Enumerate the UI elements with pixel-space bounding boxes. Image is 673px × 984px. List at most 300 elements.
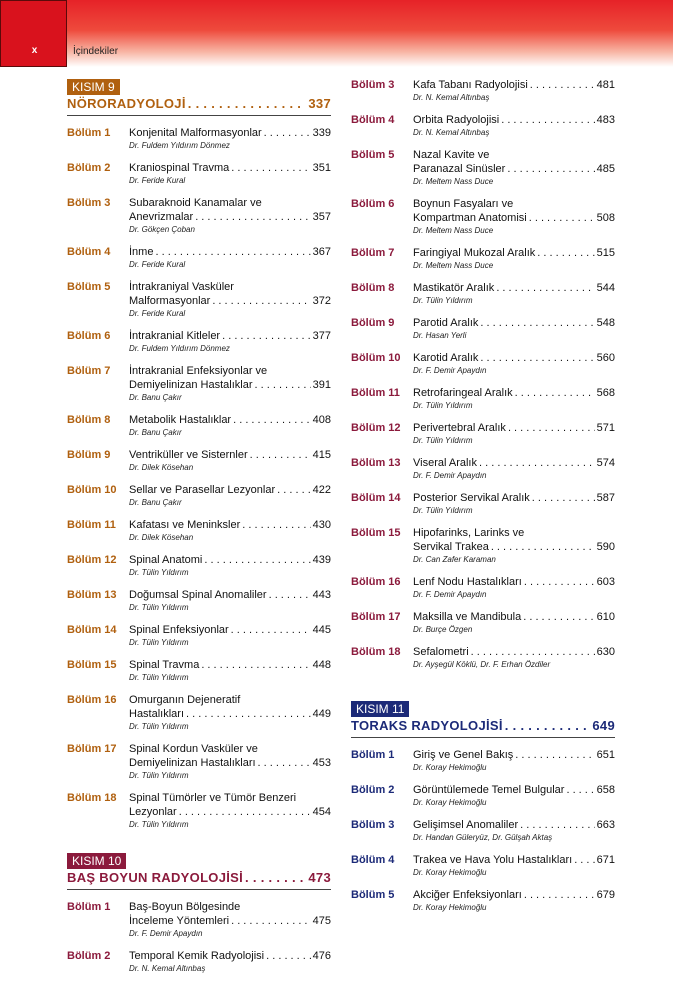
chapter-author: Dr. Tülin Yıldırım [129,568,189,577]
chapter-entry[interactable] [67,413,331,438]
dot-leader [195,210,310,224]
chapter-title [413,888,615,902]
chapter-body [129,553,331,578]
chapter-page-number: 448 [312,659,331,671]
chapter-title-text: Servikal Trakea [413,541,489,553]
chapter-entry[interactable] [67,280,331,319]
chapter-title-line [413,246,615,260]
chapter-page-number: 574 [596,457,615,469]
chapter-author: Dr. Fuldem Yıldırım Dönmez [129,141,230,150]
dot-leader [530,78,595,92]
chapter-body [129,196,331,235]
chapter-author: Dr. Koray Hekimoğlu [413,868,487,877]
chapter-title-line [413,610,615,624]
chapter-title-text: Temporal Kemik Radyolojisi [129,950,265,962]
chapter-entry[interactable] [67,693,331,732]
dot-leader [255,378,311,392]
dot-leader [574,853,594,867]
chapter-body [413,148,615,187]
chapter-title-text: Perivertebral Aralık [413,422,506,434]
dot-leader [233,413,311,427]
dot-leader [277,483,311,497]
chapter-page-number: 367 [312,246,331,258]
chapter-author: Dr. N. Kemal Altınbaş [129,964,206,973]
chapter-body [129,483,331,508]
chapter-body [413,491,615,516]
chapter-page-number: 603 [596,576,615,588]
chapter-page-number: 454 [312,806,331,818]
chapter-entry[interactable] [67,900,331,939]
chapter-author: Dr. F. Demir Apaydın [413,590,487,599]
chapter-page-number: 508 [596,212,615,224]
chapter-number: Bölüm 13 [67,589,117,601]
chapter-number: Bölüm 6 [67,330,111,342]
chapter-title-line [129,210,331,224]
part-title-text: BAŞ BOYUN RADYOLOJİSİ [67,870,244,885]
chapter-title [129,280,331,308]
chapter-entry[interactable] [351,421,615,446]
chapter-title-text: Malformasyonlar [129,295,211,307]
dot-leader [250,448,311,462]
chapter-page-number: 357 [312,211,331,223]
chapter-page-number: 449 [312,708,331,720]
chapter-title [413,748,615,762]
chapter-entry[interactable] [351,748,615,773]
chapter-title-text: Kompartman Anatomisi [413,212,527,224]
chapter-title-line [129,294,331,308]
chapter-title [413,197,615,225]
dot-leader [471,645,595,659]
chapter-number: Bölüm 6 [351,198,395,210]
chapter-title [129,126,331,140]
chapter-title-text: İntrakranial Enfeksiyonlar ve [129,365,268,377]
chapter-number: Bölüm 14 [351,492,401,504]
chapter-author: Dr. Tülin Yıldırım [129,820,189,829]
chapter-body [413,421,615,446]
chapter-title-line [129,623,331,637]
chapter-entry[interactable] [351,197,615,236]
chapter-number: Bölüm 5 [67,281,111,293]
dot-leader [524,888,595,902]
chapter-page-number: 483 [596,114,615,126]
dot-leader [204,553,310,567]
chapter-page-number: 587 [596,492,615,504]
chapter-number: Bölüm 5 [351,149,395,161]
dot-leader [537,246,594,260]
chapter-author: Dr. N. Kemal Altınbaş [413,128,490,137]
chapter-title-text: Demiyelinizan Hastalıkları [129,757,256,769]
chapter-title-line [413,78,615,92]
chapter-title-line [129,448,331,462]
chapter-title [129,448,331,462]
dot-leader [505,718,591,734]
dot-leader [188,96,307,112]
chapter-title-text: Sefalometri [413,646,469,658]
chapter-body [413,456,615,481]
chapter-title [129,364,331,392]
chapter-title-text: Spinal Anatomi [129,554,203,566]
chapter-number: Bölüm 1 [67,901,111,913]
chapter-title [413,818,615,832]
chapter-title-text: Lenf Nodu Hastalıkları [413,576,522,588]
chapter-entry[interactable] [351,78,615,103]
chapter-author: Dr. Burçe Özgen [413,625,473,634]
chapter-title-text: Maksilla ve Mandibula [413,611,522,623]
chapter-author: Dr. Feride Kural [129,260,186,269]
chapter-title [413,246,615,260]
chapter-title-text: Subaraknoid Kanamalar ve [129,197,262,209]
dot-leader [479,456,595,470]
chapter-title-line [129,949,331,963]
chapter-title-line [413,162,615,176]
chapter-entry[interactable] [351,316,615,341]
dot-leader [222,329,311,343]
page-number: x [31,45,38,56]
chapter-number: Bölüm 11 [351,387,400,399]
chapter-number: Bölüm 14 [67,624,117,636]
dot-leader [566,783,594,797]
chapter-title-line [129,280,331,294]
chapter-title [413,575,615,589]
chapter-title [413,456,615,470]
chapter-page-number: 515 [596,247,615,259]
part-label: KISIM 9 [67,79,120,95]
chapter-page-number: 560 [596,352,615,364]
chapter-body [413,645,615,670]
chapter-title-line [129,756,331,770]
chapter-entry[interactable] [67,742,331,781]
chapter-page-number: 377 [312,330,331,342]
chapter-title-line [129,914,331,928]
chapter-body [129,280,331,319]
chapter-number: Bölüm 10 [67,484,117,496]
chapter-entry[interactable] [351,575,615,600]
chapter-entry[interactable] [67,161,331,186]
chapter-title-line [413,853,615,867]
chapter-title-text: Posterior Servikal Aralık [413,492,530,504]
chapter-number: Bölüm 18 [351,646,401,658]
dot-leader [212,294,310,308]
chapter-entry[interactable] [351,456,615,481]
chapter-entry[interactable] [67,364,331,403]
chapter-title-line [413,113,615,127]
chapter-body [129,791,331,830]
chapter-entry[interactable] [351,281,615,306]
chapter-title [413,148,615,176]
chapter-body [413,888,615,913]
chapter-title-text: Trakea ve Hava Yolu Hastalıkları [413,854,573,866]
chapter-title-text: Demiyelinizan Hastalıklar [129,379,253,391]
chapter-entry[interactable] [351,526,615,565]
dot-leader [524,575,595,589]
chapter-author: Dr. Feride Kural [129,309,186,318]
chapter-title-text: Orbita Radyolojisi [413,114,500,126]
chapter-number: Bölüm 16 [351,576,401,588]
chapter-author: Dr. Tülin Yıldırım [413,401,473,410]
chapter-title-line [129,378,331,392]
chapter-page-number: 481 [596,79,615,91]
chapter-title-text: İntrakraniyal Vasküler [129,281,234,293]
part-label: KISIM 10 [67,853,126,869]
chapter-title-line [129,791,331,805]
chapter-author: Dr. N. Kemal Altınbaş [413,93,490,102]
chapter-entry[interactable] [67,623,331,648]
chapter-number: Bölüm 12 [67,554,117,566]
chapter-page-number: 453 [312,757,331,769]
chapter-page-number: 445 [312,624,331,636]
chapter-title-line [129,805,331,819]
chapter-title-text: Kraniospinal Travma [129,162,230,174]
chapter-title-line [413,575,615,589]
chapter-author: Dr. Meltem Nass Duce [413,177,494,186]
dot-leader [491,540,595,554]
chapter-author: Dr. Can Zafer Karaman [413,555,496,564]
chapter-entry[interactable] [351,148,615,187]
chapter-page-number: 422 [312,484,331,496]
chapter-title-line [413,351,615,365]
chapter-author: Dr. Tülin Yıldırım [129,673,189,682]
chapter-title-line [413,645,615,659]
dot-leader [523,610,594,624]
part-page-number: 473 [308,870,331,885]
chapter-title-line [129,329,331,343]
chapter-page-number: 476 [312,950,331,962]
chapter-title-text: Lezyonlar [129,806,177,818]
chapter-entry[interactable] [67,329,331,354]
chapter-author: Dr. F. Demir Apaydın [413,471,487,480]
chapter-title-line [413,491,615,505]
chapter-number: Bölüm 2 [67,162,111,174]
chapter-page-number: 590 [596,541,615,553]
chapter-entry[interactable] [351,783,615,808]
part-page-number: 337 [308,96,331,111]
chapter-author: Dr. Fuldem Yıldırım Dönmez [129,344,230,353]
chapter-title [413,645,615,659]
dot-leader [480,351,594,365]
chapter-author: Dr. Tülin Yıldırım [413,296,473,305]
chapter-title-line [413,748,615,762]
chapter-entry[interactable] [67,791,331,830]
chapter-author: Dr. Tülin Yıldırım [413,436,473,445]
part-title-line [67,870,331,886]
chapter-page-number: 443 [312,589,331,601]
chapter-number: Bölüm 18 [67,792,117,804]
chapter-title-text: Metabolik Hastalıklar [129,414,232,426]
chapter-page-number: 630 [596,646,615,658]
chapter-entry[interactable] [67,553,331,578]
chapter-number: Bölüm 15 [351,527,401,539]
chapter-entry[interactable] [351,610,615,635]
dot-leader [179,805,311,819]
chapter-entry[interactable] [351,351,615,376]
chapter-number: Bölüm 1 [67,127,111,139]
chapter-number: Bölüm 15 [67,659,117,671]
chapter-number: Bölüm 7 [351,247,395,259]
chapter-entry[interactable] [351,645,615,670]
chapter-title-text: Viseral Aralık [413,457,477,469]
chapter-title-line [129,196,331,210]
chapter-title-text: Retrofaringeal Aralık [413,387,513,399]
chapter-body [129,693,331,732]
chapter-title [129,329,331,343]
chapter-title-line [413,456,615,470]
chapter-entry[interactable] [351,853,615,878]
chapter-title-line [129,588,331,602]
chapter-number: Bölüm 4 [351,854,395,866]
chapter-title-text: İntrakranial Kitleler [129,330,221,342]
chapter-body [129,448,331,473]
chapter-title-text: Spinal Travma [129,659,200,671]
chapter-title-text: Sellar ve Parasellar Lezyonlar [129,484,276,496]
chapter-entry[interactable] [351,386,615,411]
chapter-entry[interactable] [351,246,615,271]
dot-leader [508,421,595,435]
chapter-title-line [129,742,331,756]
chapter-author: Dr. Koray Hekimoğlu [413,903,487,912]
chapter-title-text: Giriş ve Genel Bakış [413,749,514,761]
chapter-author: Dr. Handan Güleryüz, Dr. Gülşah Aktaş [413,833,553,842]
chapter-number: Bölüm 13 [351,457,401,469]
chapter-entry[interactable] [67,245,331,270]
chapter-page-number: 610 [596,611,615,623]
chapter-title-line [413,386,615,400]
chapter-title-text: Konjenital Malformasyonlar [129,127,262,139]
chapter-entry[interactable] [67,518,331,543]
chapter-title [129,161,331,175]
chapter-title-text: Hipofarinks, Larinks ve [413,527,525,539]
chapter-body [129,364,331,403]
chapter-author: Dr. Tülin Yıldırım [129,603,189,612]
dot-leader [245,870,306,886]
chapter-entry[interactable] [67,483,331,508]
chapter-title-text: Karotid Aralık [413,352,479,364]
chapter-entry[interactable] [67,658,331,683]
chapter-title [129,791,331,819]
chapter-body [129,161,331,186]
chapter-title-text: Mastikatör Aralık [413,282,495,294]
chapter-body [413,575,615,600]
right-column [351,78,615,923]
chapter-title [413,386,615,400]
chapter-entry[interactable] [351,888,615,913]
chapter-title-line [413,783,615,797]
page-number-box [0,0,67,67]
chapter-body [413,246,615,271]
chapter-body [129,742,331,781]
dot-leader [242,518,310,532]
chapter-body [413,526,615,565]
chapter-page-number: 475 [312,915,331,927]
chapter-author: Dr. Tülin Yıldırım [129,638,189,647]
part-title-line [67,96,331,112]
dot-leader [231,161,310,175]
chapter-title-line [129,161,331,175]
chapter-entry[interactable] [351,113,615,138]
dot-leader [266,949,311,963]
chapter-title [129,553,331,567]
chapter-title-line [129,693,331,707]
chapter-number: Bölüm 1 [351,749,395,761]
chapter-number: Bölüm 7 [67,365,111,377]
chapter-body [129,900,331,939]
chapter-title-text: Doğumsal Spinal Anomaliler [129,589,267,601]
chapter-title-text: Akciğer Enfeksiyonları [413,889,522,901]
chapter-title-text: Anevrizmalar [129,211,194,223]
chapter-page-number: 391 [312,379,331,391]
chapter-entry[interactable] [351,491,615,516]
dot-leader [507,162,594,176]
chapter-author: Dr. Ayşegül Köklü, Dr. F. Erhan Özdiler [413,660,551,669]
chapter-body [129,413,331,438]
chapter-title-text: Boynun Fasyaları ve [413,198,514,210]
chapter-number: Bölüm 16 [67,694,117,706]
chapter-body [413,748,615,773]
chapter-title-text: Spinal Kordun Vasküler ve [129,743,258,755]
chapter-title [129,518,331,532]
chapter-author: Dr. Gökçen Çoban [129,225,195,234]
chapter-title [413,351,615,365]
chapter-page-number: 544 [596,282,615,294]
chapter-title [129,245,331,259]
chapter-title-text: Paranazal Sinüsler [413,163,506,175]
chapter-title-line [129,126,331,140]
dot-leader [258,756,311,770]
chapter-title-line [413,316,615,330]
chapter-entry[interactable] [67,949,331,974]
chapter-title [413,316,615,330]
chapter-number: Bölüm 3 [351,819,395,831]
chapter-body [413,783,615,808]
chapter-title-line [129,483,331,497]
chapter-title [413,491,615,505]
left-column [67,78,331,984]
chapter-title-text: İnceleme Yöntemleri [129,915,230,927]
chapter-number: Bölüm 12 [351,422,401,434]
chapter-page-number: 372 [312,295,331,307]
chapter-title [413,281,615,295]
chapter-number: Bölüm 11 [67,519,116,531]
chapter-author: Dr. Tülin Yıldırım [129,771,189,780]
chapter-entry[interactable] [67,196,331,235]
chapter-number: Bölüm 2 [67,950,111,962]
chapter-author: Dr. Banu Çakır [129,393,182,402]
chapter-title-line [413,148,615,162]
chapter-number: Bölüm 5 [351,889,395,901]
chapter-title-line [129,553,331,567]
chapter-author: Dr. Banu Çakır [129,428,182,437]
chapter-entry[interactable] [67,448,331,473]
dot-leader [532,491,595,505]
chapter-title [413,783,615,797]
chapter-title [129,742,331,770]
chapter-entry[interactable] [351,818,615,843]
chapter-body [413,818,615,843]
chapter-number: Bölüm 4 [351,114,395,126]
chapter-title-line [413,421,615,435]
chapter-entry[interactable] [67,588,331,613]
chapter-author: Dr. Koray Hekimoğlu [413,798,487,807]
chapter-body [413,113,615,138]
chapter-title [129,588,331,602]
chapter-page-number: 430 [312,519,331,531]
chapter-title-line [129,364,331,378]
chapter-entry[interactable] [67,126,331,151]
dot-leader [529,211,595,225]
chapter-body [413,853,615,878]
chapter-page-number: 571 [596,422,615,434]
chapter-title-line [129,707,331,721]
chapter-number: Bölüm 2 [351,784,395,796]
